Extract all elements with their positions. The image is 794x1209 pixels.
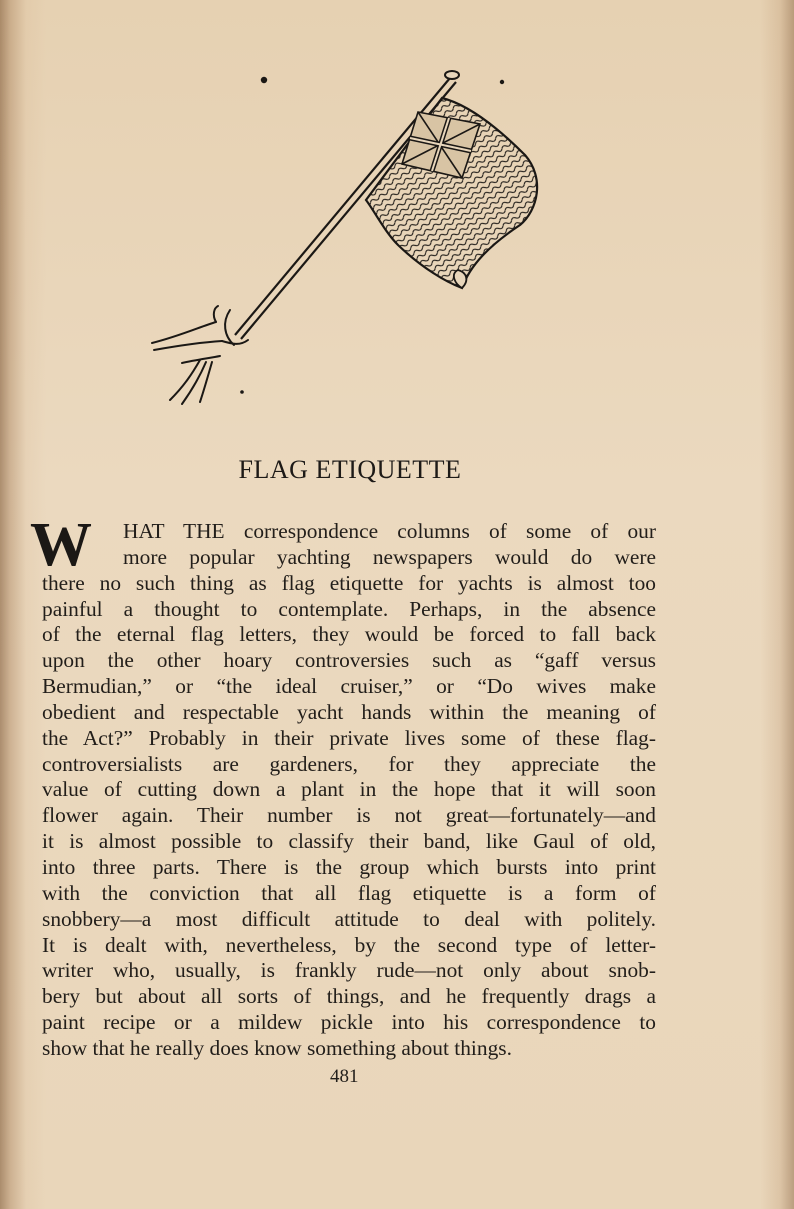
page-number: 481 xyxy=(330,1066,359,1087)
text-line: painful a thought to contemplate. Perhaps, in the absence xyxy=(42,596,656,621)
text-line: flower again. Their number is not great—fortunately—and xyxy=(42,803,656,828)
text-line: It is dealt with, nevertheless, by the second type of letter- xyxy=(42,932,656,957)
text-line: bery but about all sorts of things, and he frequently drags a xyxy=(42,984,656,1009)
text-line: obedient and respectable yacht hands within the meaning of xyxy=(42,699,656,724)
text-line: upon the other hoary controversies such as “gaff versus xyxy=(42,648,656,673)
text-line: show that he really does know something about things. xyxy=(42,1035,512,1060)
text-line: writer who, usually, is frankly rude—not only about snob- xyxy=(42,958,656,983)
hand-holding-flag-illustration xyxy=(140,60,560,410)
text-line: HAT THE correspondence columns of some of our xyxy=(123,519,656,543)
drop-cap-letter: W xyxy=(30,519,92,569)
text-line: it is almost possible to classify their band, like Gaul of old, xyxy=(42,829,656,854)
text-line: more popular yachting newspapers would do were xyxy=(123,544,656,569)
text-line: Bermudian,” or “the ideal cruiser,” or “Do wives make xyxy=(42,674,656,699)
text-line: with the conviction that all flag etiquette is a form of xyxy=(42,880,656,905)
text-line: there no such thing as flag etiquette for yachts is almost too xyxy=(42,570,656,595)
text-line: into three parts. There is the group which bursts into print xyxy=(42,854,656,879)
text-line: paint recipe or a mildew pickle into his correspondence to xyxy=(42,1010,656,1035)
page-title: FLAG ETIQUETTE xyxy=(238,455,462,484)
text-line: the Act?” Probably in their private lives some of these flag- xyxy=(42,725,656,750)
drop-cap-w xyxy=(30,519,120,569)
text-line: of the eternal flag letters, they would be forced to fall back xyxy=(42,622,656,647)
text-line: snobbery—a most difficult attitude to deal with politely. xyxy=(42,906,656,931)
text-line: value of cutting down a plant in the hope that it will soon xyxy=(42,777,656,802)
body-paragraph xyxy=(30,519,656,1062)
text-line: controversialists are gardeners, for they appreciate the xyxy=(42,751,656,776)
